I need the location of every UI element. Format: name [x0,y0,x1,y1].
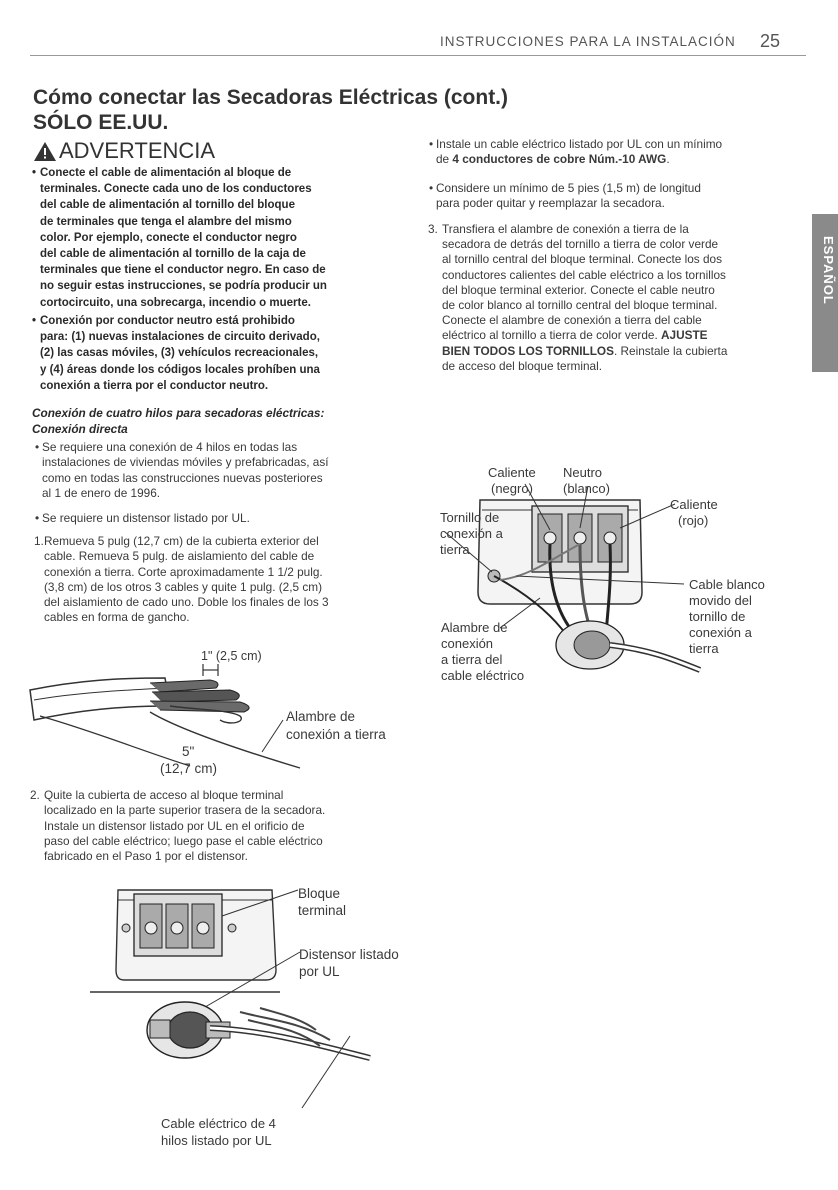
text-line: (3,8 cm) de los otros 3 cables y quite 1 pulg. (2,5 cm) [44,579,323,594]
text-line: Instale un distensor listado por UL en el orificio de [44,818,305,833]
text-line: Se requiere un distensor listado por UL. [42,511,250,525]
text-run: . [666,152,670,167]
label-line: a tierra del [441,652,503,667]
label-line: Bloque [298,886,341,901]
label-line: conexión a [440,526,503,541]
label-line: Tornillo de [440,510,500,525]
label-line: tierra [689,641,719,656]
right-bullet-2: • Considere un mínimo de 5 pies (1,5 m) de longitud para poder quitar y reemplazar la secadora. [436,181,796,211]
warning-line: color. Por ejemplo, conecte el conductor negro [40,231,297,244]
text-line [436,152,796,167]
text-line: Considere un mínimo de 5 pies (1,5 m) de longitud [436,181,701,195]
warning-heading-text: ADVERTENCIA [59,138,216,163]
warning-line: terminales que tiene el conductor negro. En caso de [40,264,326,277]
warning-line: Conecte el cable de alimentación al bloque de [40,167,292,179]
emphasis: BIEN TODOS LOS TORNILLOS [442,343,614,358]
section-heading-line: Conexión de cuatro hilos para secadoras eléctricas: [32,406,325,420]
white-moved-label [689,577,765,657]
text-line: instalaciones de viviendas móviles y prefabricadas, así [42,455,329,470]
step-2: 2. Quite la cubierta de acceso al bloque terminal localizado en la parte superior trasera de la secadora. Instale un distensor listado por UL en el orificio de paso del cable eléctrico; luego pase el cable eléctrico fabricado en el Paso 1 por el distensor. [44,788,404,864]
strain-relief-label [299,946,399,980]
label-line: por UL [299,964,340,979]
warning-triangle-icon [33,141,57,162]
label-line: hilos listado por UL [161,1133,272,1148]
neutral-white-label [563,465,610,497]
text-line [442,328,802,343]
text-run: eléctrico al tornillo a tierra de color verde. [442,328,661,343]
text-line: conexión a tierra. Corte aproximadamente 1 1/2 pulg. [44,564,323,579]
left-bullet-1: • Se requiere una conexión de 4 hilos en todas las instalaciones de viviendas móviles y prefabricadas, así como en todas las construcciones nuevas posteriores al 1 de enero de 1996. [42,440,402,501]
label-line: Cable blanco [689,577,765,592]
text-line: Quite la cubierta de acceso al bloque terminal [44,788,284,802]
warning-line: del cable de alimentación al tornillo de la caja de [40,248,306,261]
text-run: de [436,152,453,167]
dim-bottom-label [160,743,217,777]
label-line: Caliente [670,497,718,512]
text-line: al 1 de enero de 1996. [42,485,161,500]
label-line: conexión a [689,625,752,640]
page-subtitle: SÓLO EE.UU. [33,111,169,134]
label-line: cable eléctrico [441,668,525,683]
label-line: conexión a tierra [286,727,386,742]
step-1: 1. Remueva 5 pulg (12,7 cm) de la cubierta exterior del cable. Remueva 5 pulg. de aislamiento del cable de conexión a tierra. Corte aproximadamente 1 1/2 pulg. (3,8 cm) de los otros 3 cables y quite 1 pulg. (2,5 cm) del aislamiento de cado uno. Doble los finales de los 3 cables en forma de gancho. [44,534,404,626]
label-line: (rojo) [678,513,709,528]
warning-line: conexión a tierra por el conductor neutro. [40,379,269,392]
label-line: tornillo de [689,609,746,624]
label-line: (blanco) [563,481,610,496]
warning-heading [33,138,215,164]
label-line: Neutro [563,465,603,480]
text-line: del bloque terminal exterior. Conecte el cable neutro [442,282,715,297]
text-line: como en todas las construcciones nuevas posteriores [42,470,323,485]
right-bullet-1: • Instale un cable eléctrico listado por UL con un mínimo de 4 conductores de cobre Núm.-10 AWG. [436,137,796,167]
awg-requirement: 4 conductores de cobre Núm.-10 AWG [452,152,667,167]
text-line: Remueva 5 pulg (12,7 cm) de la cubierta exterior del [44,534,319,548]
language-tab-text: ESPAÑOL [821,236,836,305]
label-line: conexión [441,636,494,651]
text-line [442,344,802,359]
text-run: . Reinstale la cubierta [613,343,728,358]
page-title: Cómo conectar las Secadoras Eléctricas (cont.) [33,86,509,109]
text-line: cable. Remueva 5 pulg. de aislamiento del cable de [44,549,315,564]
text-line: al tornillo central del bloque terminal. Conecte los dos [442,252,723,267]
label-line: Distensor listado [299,947,399,962]
text-line: del aislamiento de cado uno. Doble los finales de los 3 [44,595,329,610]
cord-label [161,1115,276,1149]
label-line: Alambre de [286,709,356,724]
text-line: fabricado en el Paso 1 por el distensor. [44,849,248,864]
header-rule [30,55,806,56]
label-line: tierra [440,542,470,557]
warning-line: Conexión por conductor neutro está prohibido [40,315,295,327]
warning-bullet-2: • Conexión por conductor neutro está prohibido para: (1) nuevas instalaciones de circuito derivado, (2) las casas móviles, (3) vehículos recreacionales, y (4) áreas donde los códigos locales prohíben una conexión a tierra por el conductor neutro. [40,313,400,394]
ground-screw-label [440,510,503,558]
section-heading [32,405,392,437]
label-line: terminal [298,903,347,918]
hot-black-label [488,465,536,497]
warning-line: del cable de alimentación al tornillo del bloque [40,199,295,212]
warning-line: de terminales que tenga el alambre del mismo [40,215,292,228]
text-line: de color blanco al tornillo central del bloque terminal. [442,298,718,313]
text-line: para poder quitar y reemplazar la secadora. [436,196,665,211]
text-line: conductores calientes del cable eléctrico a los tornillos [442,267,726,282]
strain-relief-figure [0,880,420,1080]
label-line: (12,7 cm) [160,761,218,776]
warning-line: para: (1) nuevas instalaciones de circuito derivado, [40,331,320,344]
warning-bullet-1: • Conecte el cable de alimentación al bloque de terminales. Conecte cada uno de los conductores del cable de alimentación al tornillo del bloque de terminales que tenga el alambre del mismo color. Por ejemplo, conecte el conductor negro del cable de alimentación al tornillo de la caja de terminales que tiene el conductor negro. En caso de no seguir estas instrucciones, se podría producir un cortocircuito, una sobrecarga, incendio o muerte. [40,165,400,311]
text-line: localizado en la parte superior trasera de la secadora. [44,803,326,818]
label-line: movido del [689,593,752,608]
warning-line: y (4) áreas donde los códigos locales prohíben una [40,363,320,376]
step-3: 3. Transfiera el alambre de conexión a tierra de la secadora de detrás del tornillo a tierra de color verde al tornillo central del bloque terminal. Conecte los dos conductores calientes del cable eléctrico a los tornillos del bloque terminal exterior. Conecte el cable neutro de color blanco al tornillo central del bloque terminal. Conecte el alambre de conexión a tierra del cable eléctrico al tornillo a tierra de color verde. AJUSTE BIEN TODOS LOS TORNILLOS. Reinstale la cubierta de acceso del bloque terminal. [442,222,802,374]
label-line: (negro) [491,481,533,496]
text-line: Conecte el alambre de conexión a tierra del cable [442,313,702,328]
label-line: Caliente [488,465,536,480]
dim-top-label: 1" (2,5 cm) [201,649,262,663]
section-heading-line: Conexión directa [32,422,128,436]
text-line: secadora de detrás del tornillo a tierra de color verde [442,237,719,252]
text-line: Se requiere una conexión de 4 hilos en todas las [42,440,298,454]
text-line: de acceso del bloque terminal. [442,358,603,373]
text-line: Instale un cable eléctrico listado por UL con un mínimo [436,137,723,151]
ground-wire-label [286,708,386,744]
text-line: Transfiera el alambre de conexión a tierra de la [442,222,689,236]
page-number: 25 [760,31,781,51]
warning-line: terminales. Conecte cada uno de los conductores [40,183,312,196]
language-tab [812,214,838,372]
warning-line: no seguir estas instrucciones, se podría producir un [40,280,327,293]
terminal-block-label [298,885,346,919]
warning-line: (2) las casas móviles, (3) vehículos recreacionales, [40,347,319,360]
warning-line: cortocircuito, una sobrecarga, incendio o muerte. [40,296,311,309]
text-line: paso del cable eléctrico; luego pase el cable eléctrico [44,833,323,848]
label-line: 5" [182,744,195,759]
text-line: cables en forma de gancho. [44,610,190,625]
label-line: Cable eléctrico de 4 [161,1116,276,1131]
left-bullet-2: • Se requiere un distensor listado por UL. [42,511,402,526]
label-line: Alambre de [441,620,508,635]
running-header: INSTRUCCIONES PARA LA INSTALACIÓN [440,34,736,49]
cord-ground-label [441,620,524,684]
emphasis: AJUSTE [661,328,708,343]
hot-red-label [670,497,718,529]
